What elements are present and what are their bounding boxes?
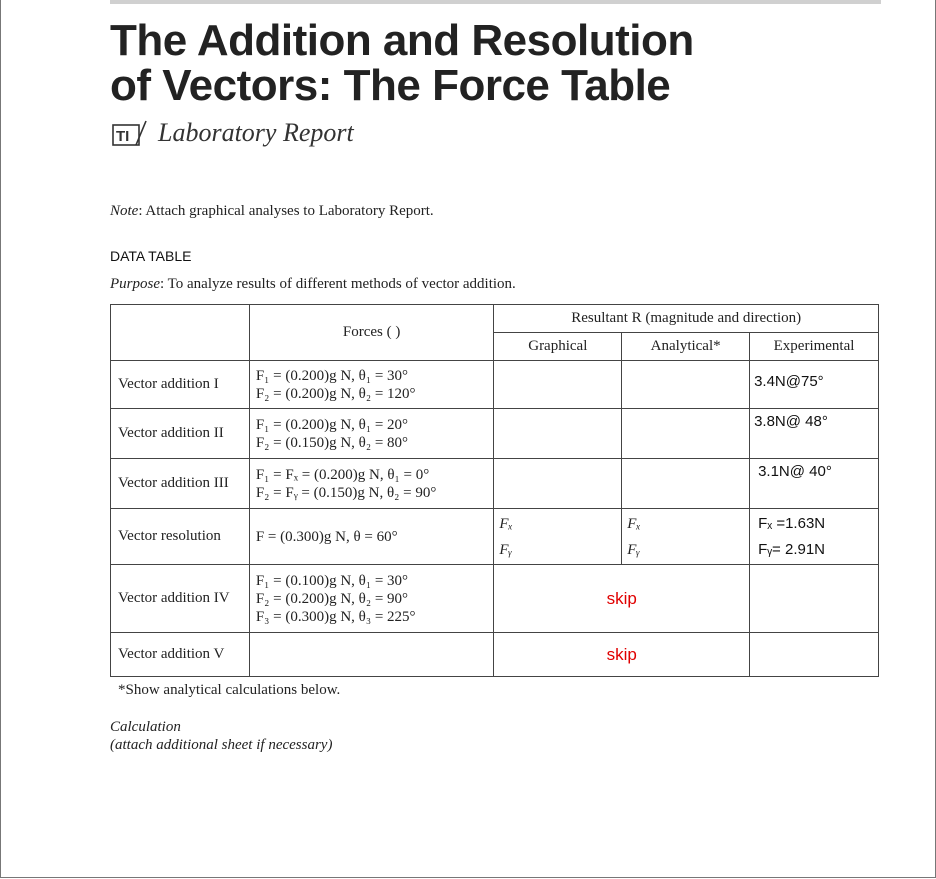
data-table [110, 304, 879, 677]
table-header-row [111, 305, 879, 333]
note-prefix: Note [110, 203, 139, 219]
experimental-line: Fₓ =1.63N [758, 515, 826, 532]
subtitle: Laboratory Report [158, 118, 354, 147]
row-label: Vector addition III [111, 459, 250, 509]
forces-cell [249, 565, 494, 633]
row-label: Vector addition II [111, 409, 250, 459]
note [110, 203, 434, 220]
force-line: F₁ = Fₓ = (0.200)g N, θ₁ = 0° [255, 466, 430, 483]
svg-text:TI: TI [116, 128, 130, 145]
analytical-cell[interactable] [622, 509, 750, 565]
graphical-cell[interactable] [494, 509, 622, 565]
footnote: *Show analytical calculations below. [118, 682, 341, 698]
force-line: F₁ = (0.100)g N, θ₁ = 30° [255, 572, 409, 589]
data-table-heading: DATA TABLE [110, 248, 192, 264]
forces-cell [249, 509, 494, 565]
analytical-cell[interactable] [622, 361, 750, 409]
title-line-1: The Addition and Resolution [110, 16, 694, 65]
calculation-section [110, 718, 332, 754]
component-label: Fₓ [627, 516, 641, 532]
force-line: F = (0.300)g N, θ = 60° [255, 528, 398, 545]
analytical-cell[interactable] [622, 409, 750, 459]
experimental-cell[interactable]: 3.1N@ 40° [750, 459, 879, 509]
calculation-note: (attach additional sheet if necessary) [110, 737, 333, 753]
row-label: Vector addition V [111, 633, 250, 677]
component-label: Fₓ [499, 516, 513, 532]
forces-header: Forces ( ) [249, 305, 494, 361]
table-row [111, 361, 879, 409]
table-row [111, 633, 879, 677]
note-text: : Attach graphical analyses to Laboratory Report. [138, 203, 434, 219]
resultant-header: Resultant R (magnitude and direction) [494, 305, 879, 333]
graphical-analytical-merged-cell[interactable]: skip [494, 633, 750, 677]
row-label: Vector addition I [111, 361, 250, 409]
title-line-2: of Vectors: The Force Table [110, 61, 671, 110]
table-row [111, 509, 879, 565]
component-label: Fᵧ [627, 542, 640, 558]
force-line: F₂ = Fᵧ = (0.150)g N, θ₂ = 90° [255, 484, 437, 501]
row-label: Vector addition IV [111, 565, 250, 633]
ti-icon [112, 119, 148, 147]
top-rule [110, 0, 881, 4]
purpose-text: : To analyze results of different methods of vector addition. [160, 276, 516, 292]
graphical-cell[interactable] [494, 459, 622, 509]
table-row [111, 409, 879, 459]
experimental-cell[interactable] [750, 509, 879, 565]
force-line: F₃ = (0.300)g N, θ₃ = 225° [255, 608, 416, 625]
forces-cell [249, 633, 494, 677]
header-blank [111, 305, 250, 361]
row-label: Vector resolution [111, 509, 250, 565]
graphical-header: Graphical [494, 333, 622, 361]
purpose [110, 276, 516, 293]
graphical-cell[interactable] [494, 409, 622, 459]
experimental-header: Experimental [750, 333, 879, 361]
force-line: F₁ = (0.200)g N, θ₁ = 20° [255, 416, 409, 433]
force-line: F₂ = (0.200)g N, θ₂ = 120° [255, 385, 416, 402]
graphical-cell[interactable] [494, 361, 622, 409]
force-line: F₂ = (0.150)g N, θ₂ = 80° [255, 434, 409, 451]
page-title [110, 18, 810, 108]
force-line: F₁ = (0.200)g N, θ₁ = 30° [255, 367, 409, 384]
experimental-line: Fᵧ= 2.91N [758, 541, 826, 558]
forces-cell [249, 459, 494, 509]
table-row [111, 565, 879, 633]
table-row [111, 459, 879, 509]
experimental-cell[interactable]: 3.4N@75° [750, 361, 879, 409]
graphical-analytical-merged-cell[interactable]: skip [494, 565, 750, 633]
experimental-cell[interactable] [750, 565, 879, 633]
calculation-title: Calculation [110, 719, 181, 735]
analytical-cell[interactable] [622, 459, 750, 509]
component-label: Fᵧ [499, 542, 513, 558]
experimental-cell[interactable] [750, 633, 879, 677]
forces-cell [249, 409, 494, 459]
subtitle-row [112, 117, 354, 149]
experimental-cell[interactable]: 3.8N@ 48° [750, 409, 879, 459]
analytical-header: Analytical* [622, 333, 750, 361]
purpose-prefix: Purpose [110, 276, 160, 292]
force-line: F₂ = (0.200)g N, θ₂ = 90° [255, 590, 409, 607]
forces-cell [249, 361, 494, 409]
